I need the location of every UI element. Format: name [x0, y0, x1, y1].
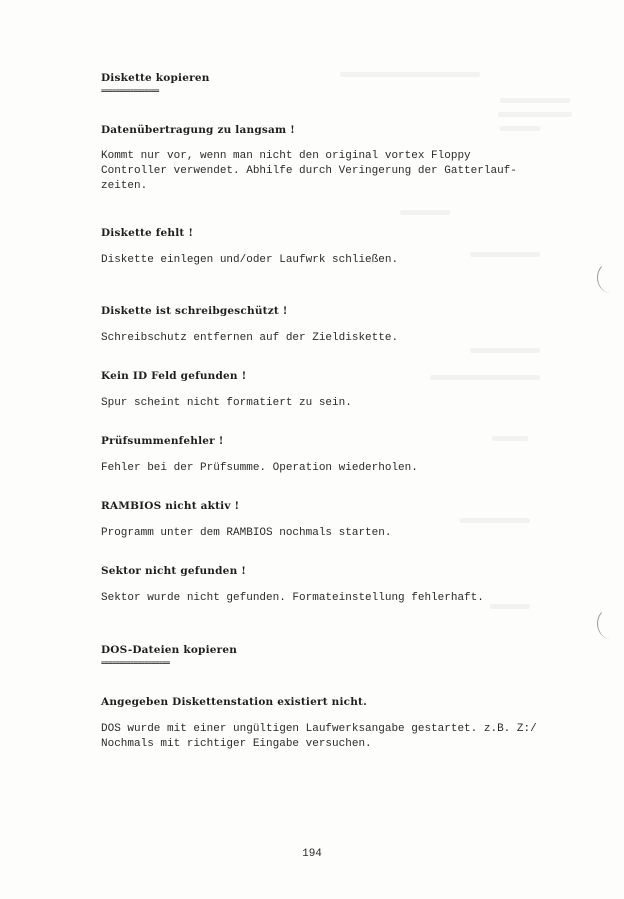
text-line: zeiten. — [101, 180, 148, 192]
error-description — [101, 253, 521, 268]
error-heading: Kein ID Feld gefunden ! — [101, 370, 247, 382]
text-line: Nochmals mit richtiger Eingabe versuchen. — [101, 738, 372, 750]
text-line: Kommt nur vor, wenn man nicht den original vortex Floppy — [101, 150, 471, 162]
error-description — [101, 149, 521, 194]
error-heading: Angegeben Diskettenstation existiert nicht. — [101, 696, 367, 708]
text-line: Fehler bei der Prüfsumme. Operation wiederholen. — [101, 462, 418, 474]
show-through — [498, 112, 572, 117]
section-underline: =================== — [101, 659, 170, 667]
section-title: DOS-Dateien kopieren — [101, 644, 238, 656]
text-line: Diskette einlegen und/oder Laufwrk schließen. — [101, 254, 399, 266]
section-underline: ================ — [101, 87, 159, 95]
section-title: Diskette kopieren — [101, 72, 210, 84]
show-through — [340, 72, 480, 77]
text-line: DOS wurde mit einer ungültigen Laufwerksangabe gestartet. z.B. Z:/ — [101, 723, 537, 735]
show-through — [400, 210, 450, 215]
error-description — [101, 722, 537, 752]
error-heading: Diskette fehlt ! — [101, 227, 194, 239]
error-heading: Datenübertragung zu langsam ! — [101, 124, 295, 136]
error-heading: RAMBIOS nicht aktiv ! — [101, 500, 240, 512]
error-description — [101, 591, 521, 606]
show-through — [492, 436, 528, 441]
error-description — [101, 331, 521, 346]
error-heading: Diskette ist schreibgeschützt ! — [101, 305, 288, 317]
text-line: Schreibschutz entfernen auf der Zieldiskette. — [101, 332, 399, 344]
binder-hole — [597, 262, 624, 293]
show-through — [460, 518, 530, 523]
error-description — [101, 461, 521, 476]
error-description — [101, 526, 521, 541]
error-heading: Prüfsummenfehler ! — [101, 435, 224, 447]
text-line: Sektor wurde nicht gefunden. Formateinstellung fehlerhaft. — [101, 592, 484, 604]
page-number: 194 — [302, 848, 322, 860]
show-through — [430, 375, 540, 380]
error-description — [101, 396, 521, 411]
text-line: Programm unter dem RAMBIOS nochmals starten. — [101, 527, 392, 539]
text-line: Spur scheint nicht formatiert zu sein. — [101, 397, 352, 409]
show-through — [500, 126, 540, 131]
binder-hole — [597, 608, 624, 639]
text-line: Controller verwendet. Abhilfe durch Veringerung der Gatterlauf- — [101, 165, 517, 177]
error-heading: Sektor nicht gefunden ! — [101, 565, 247, 577]
show-through — [500, 98, 570, 103]
show-through — [470, 348, 540, 353]
